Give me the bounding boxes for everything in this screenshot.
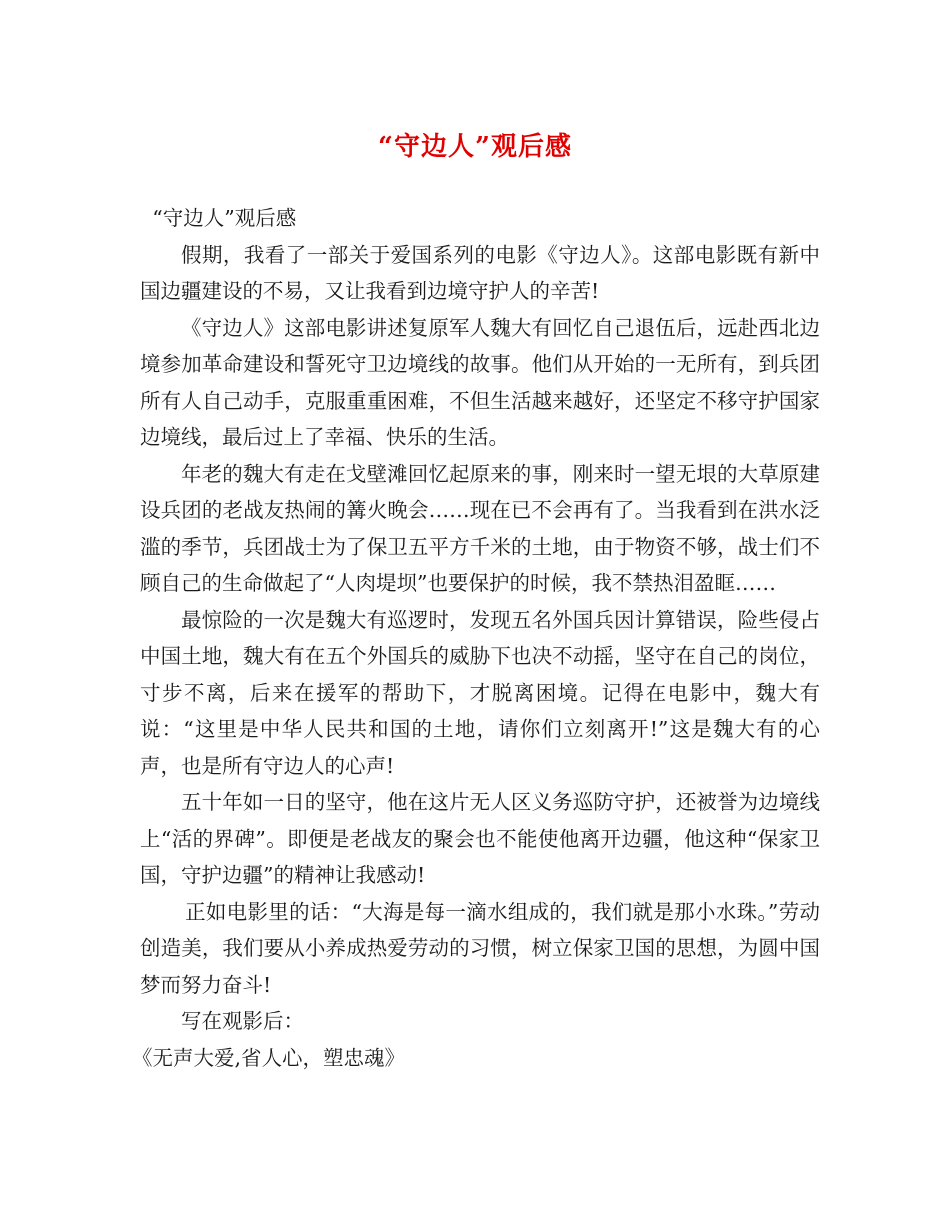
paragraph-2: 《守边人》这部电影讲述复原军人魏大有回忆自己退伍后，远赴西北边境参加革命建设和誓死守卫边境线的故事。他们从开始的一无所有，到兵团所有人自己动手，克服重重困难，不但生活越来越好，还坚定不移守护国家边境线，最后过上了幸福、快乐的生活。 (140, 315, 820, 449)
paragraph-3: 年老的魏大有走在戈壁滩回忆起原来的事，刚来时一望无垠的大草原建设兵团的老战友热闹的篝火晚会……现在已不会再有了。当我看到在洪水泛滥的季节，兵团战士为了保卫五平方千米的土地，由于物资不够，战士们不顾自己的生命做起了“人肉堤坝”也要保护的时候，我不禁热泪盈眶…… (140, 461, 820, 595)
document-body (132, 200, 820, 1076)
paragraph-5: 五十年如一日的坚守，他在这片无人区义务巡防守护，还被誉为边境线上“活的界碑”。即便是老战友的聚会也不能使他离开边疆，他这种“保家卫国，守护边疆”的精神让我感动! (140, 790, 820, 887)
document-title: “守边人”观后感 (378, 132, 572, 162)
signoff-line: 写在观影后： (181, 1009, 304, 1033)
essay-heading: “守边人”观后感 (152, 206, 297, 230)
paragraph-1: 假期，我看了一部关于爱国系列的电影《守边人》。这部电影既有新中国边疆建设的不易，又让我看到边境守护人的辛苦! (140, 242, 820, 303)
paragraph-4: 最惊险的一次是魏大有巡逻时，发现五名外国兵因计算错误，险些侵占中国土地，魏大有在五个外国兵的威胁下也决不动摇，坚守在自己的岗位，寸步不离，后来在援军的帮助下，才脱离困境。记得在电影中，魏大有说：“这里是中华人民共和国的土地，请你们立刻离开!”这是魏大有的心声，也是所有守边人的心声! (140, 607, 820, 778)
next-essay-title: 《无声大爱,省人心，塑忠魂》 (132, 1045, 406, 1070)
paragraph-6: 正如电影里的话：“大海是每一滴水组成的，我们就是那小水珠。”劳动创造美，我们要从小养成热爱劳动的习惯，树立保家卫国的思想，为圆中国梦而努力奋斗! (140, 899, 820, 997)
